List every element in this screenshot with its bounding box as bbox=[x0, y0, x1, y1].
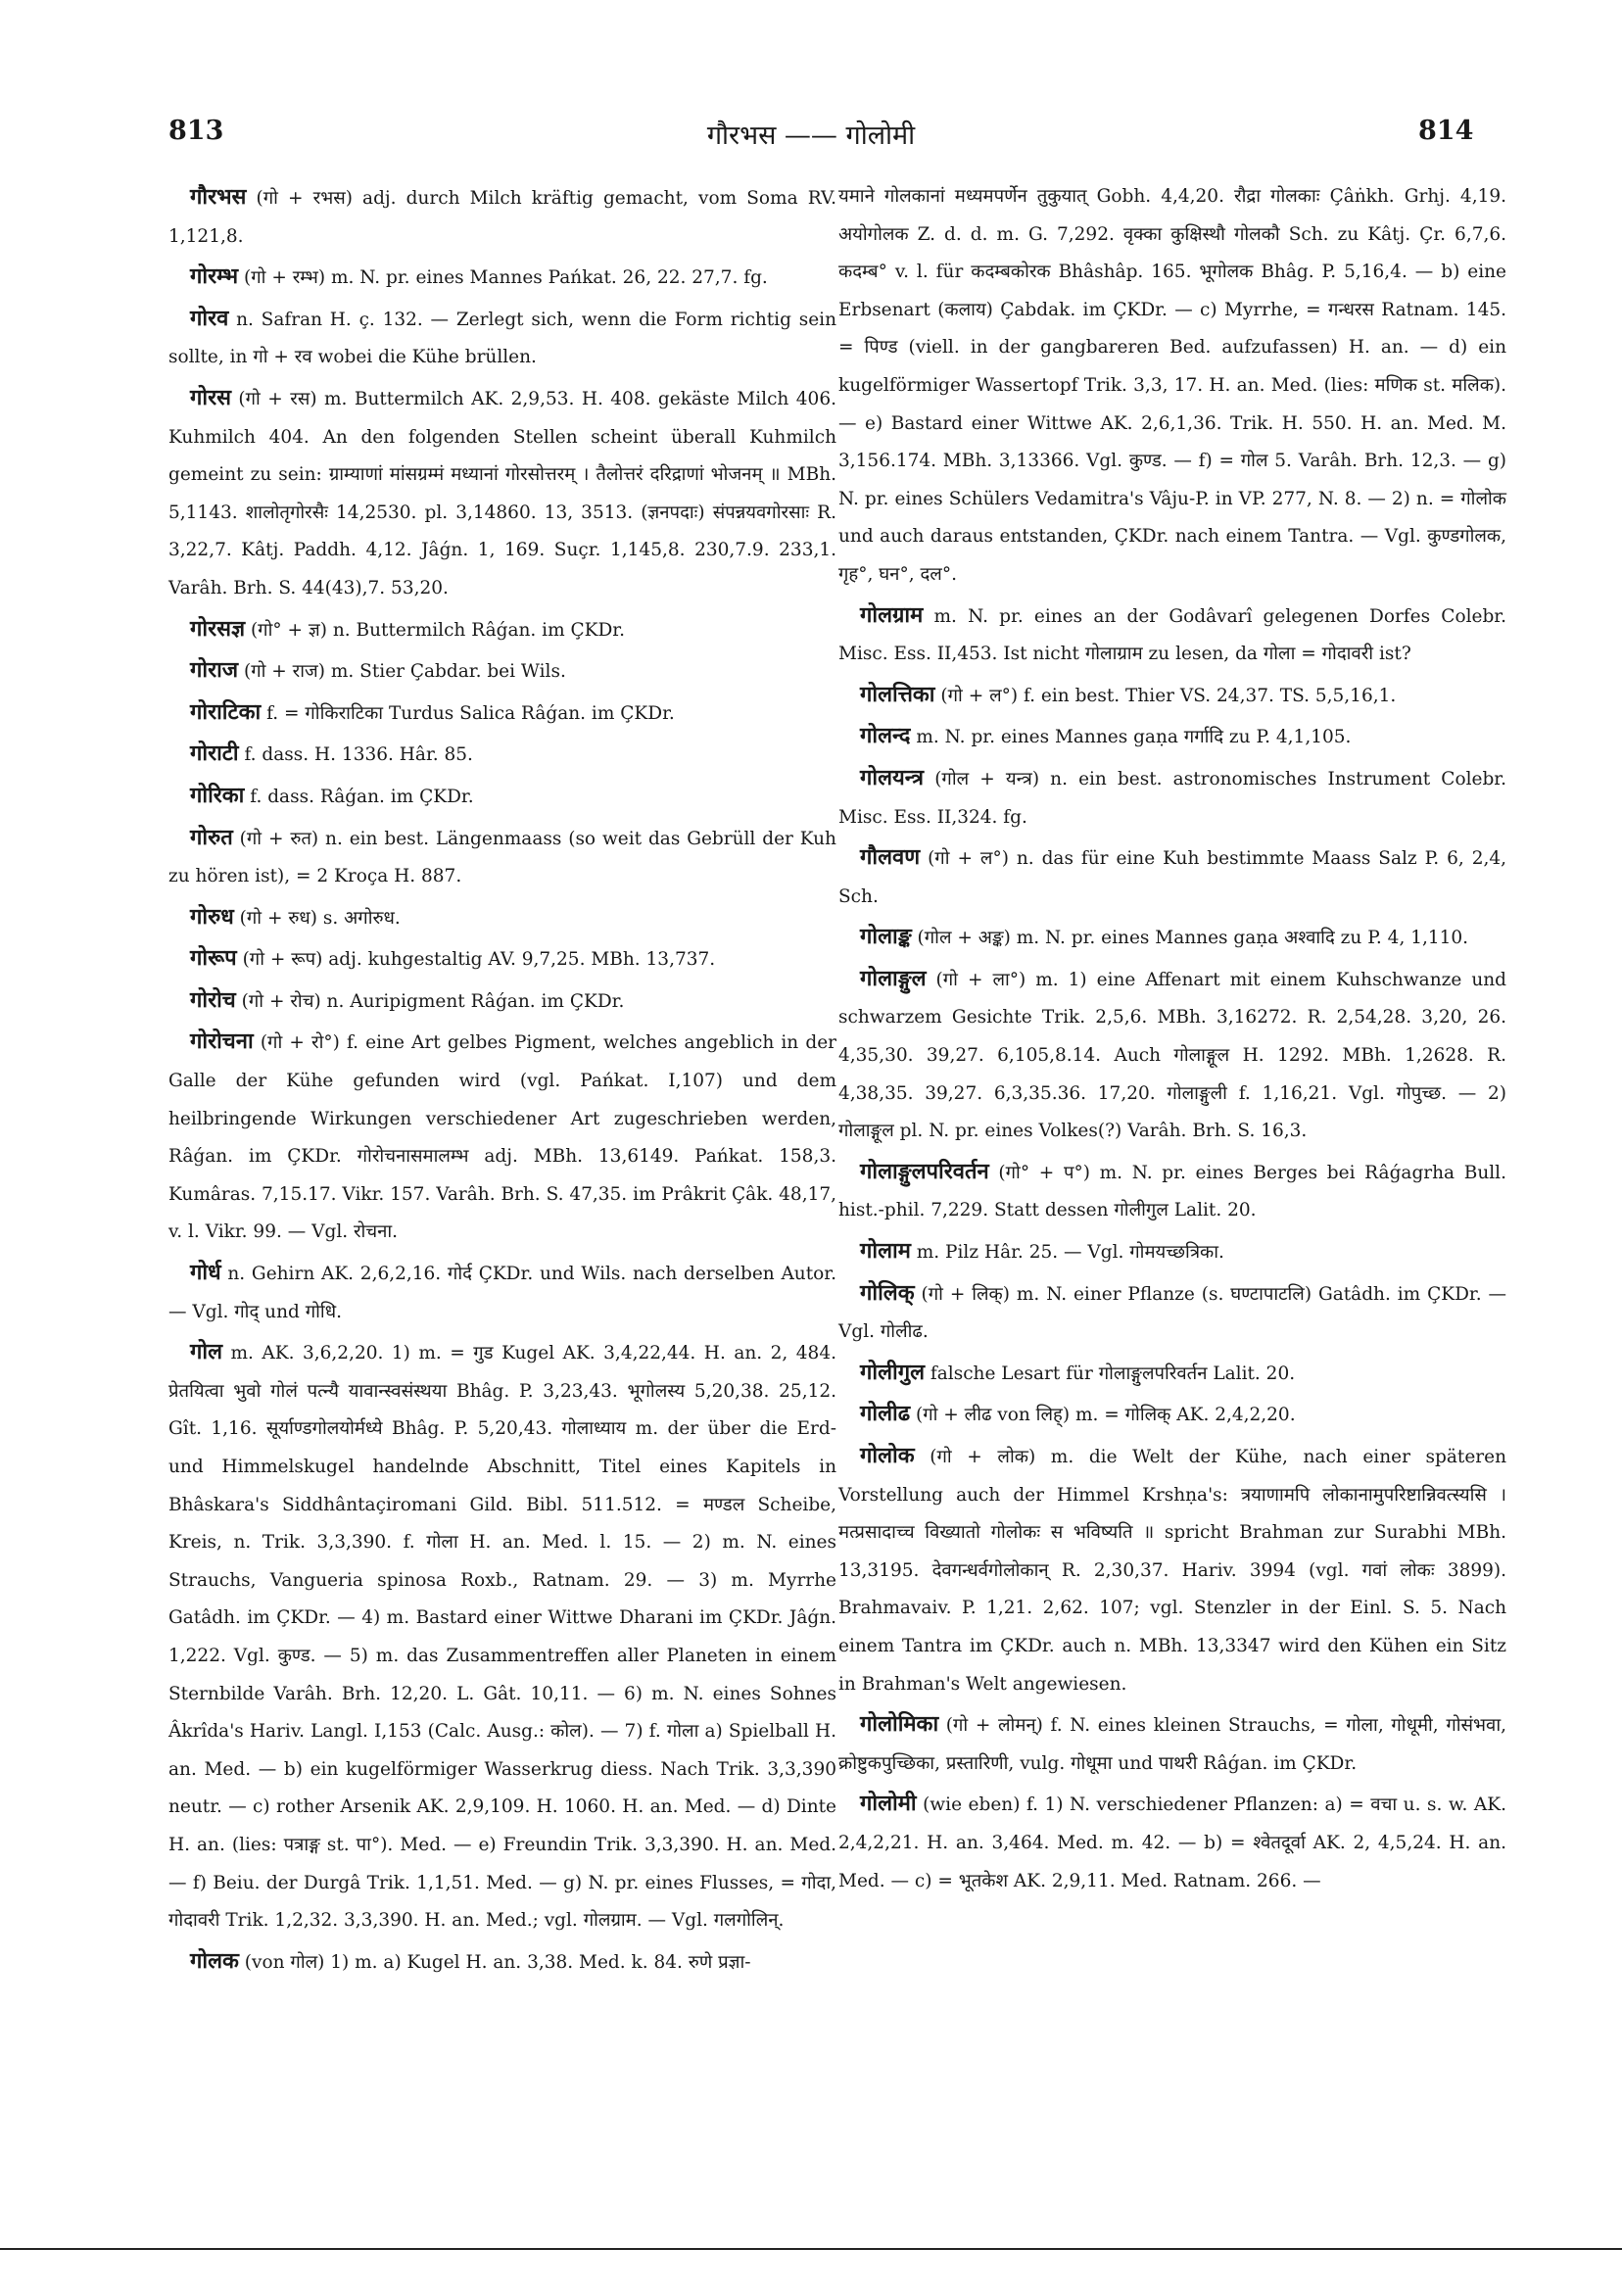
entry-text: m. AK. 3,6,2,20. 1) m. = गुड Kugel AK. 3,4,22,44. H. an. 2, 484. प्रेतयित्वा भुवो गोलं पत्न्यै यावान्स्वसंस्थया Bhâg. P. 3,23,43. भूगोलस्य 5,20,38. 25,12. Gît. 1,16. सूर्याण्डगोलयोर्मध्ये Bhâg. P. 5,20,43. गोलाध्याय m. der über die Erd- und Himmelskugel handelnde Abschnitt, Titel eines Kapitels in Bhâskara's Siddhântaçiromani Gild. Bibl. 511.512. = मण्डल Scheibe, Kreis, n. Trik. 3,3,390. f. गोला H. an. Med. l. 15. — 2) m. N. eines Strauchs, Vangueria spinosa Roxb., Ratnam. 29. — 3) m. Myrrhe Gatâdh. im ÇKDr. — 4) m. Bastard einer Wittwe Dharani im ÇKDr. Jâǵn. 1,222. Vgl. कुण्ड. — 5) m. das Zusammentreffen aller Planeten in einem Sternbilde Varâh. Brh. 12,20. L. Gât. 10,11. — 6) m. N. eines Sohnes Âkrîda's Hariv. Langl. I,153 (Calc. Ausg.: कोल). — 7) f. गोला a) Spielball H. an. Med. — b) ein kugelförmiger Wasserkrug diess. Nach Trik. 3,3,390 neutr. — c) rother Arsenik AK. 2,9,109. H. 1060. H. an. Med. — d) Dinte H. an. (lies: पत्राङ्ग st. पा°). Med. — e) Freundin Trik. 3,3,390. H. an. Med. — f) Beiu. der Durgâ Trik. 1,1,51. Med. — g) N. pr. eines Flusses, = गोदा, गोदावरी Trik. 1,2,32. 3,3,390. H. an. Med.; vgl. गोलग्राम. — Vgl. गलगोलिन्. bbox=[168, 1343, 836, 1932]
entry-headword: गोरिका bbox=[190, 782, 245, 808]
dictionary-entry bbox=[168, 610, 836, 650]
dictionary-entry bbox=[838, 838, 1506, 916]
dictionary-entry bbox=[838, 178, 1506, 595]
dictionary-entry bbox=[168, 1023, 836, 1252]
entry-text: (गो + रुध) s. अगोरुध. bbox=[239, 907, 401, 929]
entry-headword: गोराटिका bbox=[190, 698, 262, 725]
dictionary-entry bbox=[168, 898, 836, 938]
entry-text: m. N. pr. eines an der Godâvarî gelegenen Dorfes Colebr. Misc. Ess. II,453. Ist nicht गोलाग्राम zu lesen, da गोला = गोदावरी ist? bbox=[838, 605, 1506, 665]
entry-headword: गोलिक् bbox=[860, 1279, 915, 1306]
dictionary-entry bbox=[168, 379, 836, 608]
entry-headword: गोरुध bbox=[190, 903, 234, 930]
dictionary-entry bbox=[168, 1942, 836, 1983]
entry-text: (गो + लोमन्) f. N. eines kleinen Strauchs, = गोला, गोधूमी, गोसंभवा, क्रोष्टुकपुच्छिका, प्रस्तारिणी, vulg. गोधूमा und पाथरी Râǵan. im ÇKDr. bbox=[838, 1715, 1506, 1774]
dictionary-entry bbox=[838, 1705, 1506, 1783]
entry-text: f. dass. H. 1336. Hâr. 85. bbox=[244, 744, 473, 766]
entry-headword: गोलयन्त्र bbox=[860, 764, 925, 790]
entry-text: m. Pilz Hâr. 25. — Vgl. गोमयच्छत्रिका. bbox=[916, 1242, 1224, 1264]
entry-headword: गौरभस bbox=[190, 184, 247, 210]
entry-text: (von गोल) 1) m. a) Kugel H. an. 3,38. Med. k. 84. रुणे प्रज्ञा- bbox=[244, 1951, 751, 1973]
dictionary-entry bbox=[168, 735, 836, 775]
entry-headword: गोलोमी bbox=[860, 1791, 917, 1817]
entry-text: (गोल + यन्त्र) n. ein best. astronomisches Instrument Colebr. Misc. Ess. II,324. fg. bbox=[838, 768, 1506, 828]
entry-headword: गोलीगुल bbox=[860, 1359, 926, 1385]
entry-text: n. Gehirn AK. 2,6,2,16. गोर्द ÇKDr. und Wils. nach derselben Autor. — Vgl. गोद् und गोधि. bbox=[168, 1264, 836, 1322]
entry-text: (गोल + अङ्क) m. N. pr. eines Mannes gaṇa अश्वादि zu P. 4, 1,110. bbox=[917, 928, 1469, 949]
entry-text: (गो + लीढ von लिह्) m. = गोलिक् AK. 2,4,2,20. bbox=[915, 1405, 1296, 1426]
entry-text: f. dass. Râǵan. im ÇKDr. bbox=[250, 786, 474, 807]
dictionary-entry bbox=[168, 819, 836, 896]
entry-text: (गो + रम्भ) m. N. pr. eines Mannes Pańkat. 26, 22. 27,7. fg. bbox=[244, 267, 768, 289]
dictionary-entry bbox=[838, 960, 1506, 1151]
entry-headword: गोराज bbox=[190, 657, 239, 684]
entry-text: यमाने गोलकानां मध्यमपर्णेन तुकुयात् Gobh. 4,4,20. रौद्रा गोलकाः Çâṅkh. Grhj. 4,19. अयोगोलक Z. d. d. m. G. 7,292. वृक्का कुक्षिस्थौ गोलकौ Sch. zu Kâtj. Çr. 6,7,6. कदम्ब° v. l. für कदम्बकोरक Bhâshâp. 165. भूगोलक Bhâg. P. 5,16,4. — b) eine Erbsenart (कलाय) Çabdak. im ÇKDr. — c) Myrrhe, = गन्धरस Ratnam. 145. = पिण्ड (viell. in der gangbareren Bed. aufzufassen) H. an. — d) ein kugelförmiger Wassertopf Trik. 3,3, 17. H. an. Med. (lies: मणिक st. मलिक). — e) Bastard einer Wittwe AK. 2,6,1,36. Trik. H. 550. H. an. Med. M. 3,156.174. MBh. 3,13366. Vgl. कुण्ड. — f) = गोल 5. Varâh. Brh. 12,3. — g) N. pr. eines Schülers Vedamitra's Vâju-P. in VP. 277, N. 8. — 2) n. = गोलोक und auch daraus entstanden, ÇKDr. nach einem Tantra. — Vgl. कुण्डगोलक, गृह°, घन°, दल°. bbox=[838, 186, 1506, 585]
entry-headword: गोलक bbox=[190, 1947, 239, 1974]
entry-text: (गो + रूप) adj. kuhgestaltig AV. 9,7,25. MBh. 13,737. bbox=[242, 949, 716, 971]
dictionary-entry bbox=[838, 597, 1506, 674]
left-column bbox=[168, 178, 836, 1984]
entry-headword: गोराटी bbox=[190, 741, 239, 767]
dictionary-entry bbox=[168, 1254, 836, 1331]
dictionary-entry bbox=[838, 676, 1506, 716]
dictionary-entry bbox=[838, 1153, 1506, 1230]
dictionary-entry bbox=[838, 1395, 1506, 1435]
entry-headword: गोलोमिका bbox=[860, 1711, 939, 1738]
entry-headword: गोलाम bbox=[860, 1238, 911, 1265]
dictionary-entry bbox=[168, 939, 836, 980]
entry-text: (गो° + ज्ञ) n. Buttermilch Râǵan. im ÇKDr. bbox=[250, 619, 625, 641]
entry-text: m. N. pr. eines Mannes gaṇa गर्गादि zu P. 4,1,105. bbox=[916, 727, 1352, 748]
entry-text: (गो + रुत) n. ein best. Längenmaass (so weit das Gebrüll der Kuh zu hören ist), = 2 Kroça H. 887. bbox=[168, 828, 836, 887]
entry-headword: गोल bbox=[190, 1339, 223, 1365]
entry-text: f. = गोकिराटिका Turdus Salica Râǵan. im ÇKDr. bbox=[266, 702, 675, 724]
entry-headword: गोलत्तिका bbox=[860, 681, 935, 707]
dictionary-entry bbox=[168, 300, 836, 377]
dictionary-entry bbox=[838, 1437, 1506, 1703]
entry-headword: गोलोक bbox=[860, 1443, 915, 1468]
dictionary-entry bbox=[168, 981, 836, 1022]
entry-headword: गोलाङ्गुलपरिवर्तन bbox=[860, 1158, 989, 1184]
entry-headword: गोरसज्ञ bbox=[190, 615, 246, 642]
entry-text: (गो + रो°) f. eine Art gelbes Pigment, welches angeblich in der Galle der Kühe gefunden wird (vgl. Pańkat. I,107) und dem heilbringende Wirkungen verschiedener Art zugeschrieben werden, Râǵan. im ÇKDr. गोरोचनासमालम्भ adj. MBh. 13,6149. Pańkat. 158,3. Kumâras. 7,15.17. Vikr. 157. Varâh. Brh. S. 47,35. im Prâkrit Çâk. 48,17, v. l. Vikr. 99. — Vgl. रोचना. bbox=[168, 1032, 837, 1243]
entry-headword: गौलवण bbox=[860, 844, 921, 871]
right-column bbox=[838, 178, 1506, 1902]
dictionary-entry bbox=[168, 1333, 836, 1940]
entry-text: (गो + ल°) f. ein best. Thier VS. 24,37. TS. 5,5,16,1. bbox=[940, 685, 1397, 706]
dictionary-entry bbox=[168, 694, 836, 734]
entry-text: (गो + लोक) m. die Welt der Kühe, nach einer späteren Vorstellung auch der Himmel Krshṇa's: त्रयाणामपि लोकानामुपरिष्टान्निवत्स्यसि । मत्प्रसादाच्च विख्यातो गोलोकः स भविष्यति ॥ spricht Brahman zur Surabhi MBh. 13,3195. देवगन्धर्वगोलोकान् R. 2,30,37. Hariv. 3994 (vgl. गवां लोकः 3899). Brahmavaiv. P. 1,21. 2,62. 107; vgl. Stenzler in der Einl. S. 5. Nach einem Tantra im ÇKDr. auch n. MBh. 13,3347 wird den Kühen ein Sitz in Brahman's Welt angewiesen. bbox=[838, 1447, 1506, 1695]
entry-headword: गोरूप bbox=[190, 945, 237, 972]
entry-headword: गोर्ध bbox=[190, 1260, 221, 1286]
entry-headword: गोलाङ्गुल bbox=[860, 965, 927, 991]
dictionary-entry bbox=[168, 777, 836, 817]
entry-text: (गो + रस) m. Buttermilch AK. 2,9,53. H. 408. gekäste Milch 406. Kuhmilch 404. An den folgenden Stellen scheint überall Kuhmilch gemeint zu sein: ग्राम्याणां मांसग्रम्मं मध्यानां गोरसोत्तरम् । तैलोत्तरं दरिद्राणां भोजनम् ॥ MBh. 5,1143. शालोतृगोरसैः 14,2530. pl. 3,14860. 13, 3513. (ज्ञनपदाः) संपन्नयवगोरसाः R. 3,22,7. Kâtj. Paddh. 4,12. Jâǵn. 1, 169. Suçr. 1,145,8. 230,7.9. 233,1. Varâh. Brh. S. 44(43),7. 53,20. bbox=[168, 388, 836, 598]
entry-headword: गोलग्राम bbox=[860, 601, 924, 628]
entry-headword: गोलीढ bbox=[860, 1401, 911, 1427]
dictionary-entry bbox=[838, 1232, 1506, 1272]
entry-text: (गो + रभस) adj. durch Milch kräftig gemacht, vom Soma RV. 1,121,8. bbox=[168, 188, 836, 247]
entry-text: falsche Lesart für गोलाङ्गुलपरिवर्तन Lalit. 20. bbox=[930, 1363, 1296, 1384]
entry-text: n. Safran H. ç. 132. — Zerlegt sich, wenn die Form richtig sein sollte, in गो + रव wobei die Kühe brüllen. bbox=[168, 309, 836, 368]
entry-headword: गोलन्द bbox=[860, 723, 911, 749]
dictionary-entry bbox=[838, 717, 1506, 757]
entry-text: (wie eben) f. 1) N. verschiedener Pflanzen: a) = वचा u. s. w. AK. 2,4,2,21. H. an. 3,464. Med. m. 42. — b) = श्वेतदूर्वा AK. 2, 4,5,24. H. an. Med. — c) = भूतकेश AK. 2,9,11. Med. Ratnam. 266. — bbox=[838, 1794, 1506, 1891]
running-title: गौरभस —— गोलोमी bbox=[706, 120, 916, 151]
entry-headword: गोरव bbox=[190, 305, 229, 331]
entry-text: (गो + ला°) m. 1) eine Affenart mit einem Kuhschwanze und schwarzem Gesichte Trik. 2,5,6. MBh. 3,16272. R. 2,54,28. 3,20, 26. 4,35,30. 39,27. 6,105,8.14. Auch गोलाङ्गूल H. 1292. MBh. 1,2628. R. 4,38,35. 39,27. 6,3,35.36. 17,20. गोलाङ्गुली f. 1,16,21. Vgl. गोपुच्छ. — 2) गोलाङ्गूल pl. N. pr. eines Volkes(?) Varâh. Brh. S. 16,3. bbox=[838, 969, 1506, 1142]
dictionary-entry bbox=[838, 1785, 1506, 1900]
entry-text: (गो + ल°) n. das für eine Kuh bestimmte Maass Salz P. 6, 2,4, Sch. bbox=[838, 848, 1506, 907]
entry-headword: गोरस bbox=[190, 384, 231, 410]
dictionary-entry bbox=[838, 1354, 1506, 1394]
page-number-left: 813 bbox=[168, 116, 224, 146]
entry-headword: गोरोच bbox=[190, 986, 236, 1013]
page-header bbox=[0, 116, 1622, 165]
entry-headword: गोरोचना bbox=[190, 1028, 254, 1055]
entry-text: (गो° + प°) m. N. pr. eines Berges bei Râǵagrha Bull. hist.-phil. 7,229. Statt dessen गोलीगुल Lalit. 20. bbox=[838, 1162, 1506, 1221]
entry-headword: गोरम्भ bbox=[190, 263, 239, 290]
dictionary-entry bbox=[168, 178, 836, 256]
dictionary-entry bbox=[838, 759, 1506, 837]
entry-text: (गो + रोच) n. Auripigment Râǵan. im ÇKDr. bbox=[241, 990, 625, 1012]
entry-headword: गोलाङ्क bbox=[860, 924, 912, 950]
bottom-rule bbox=[0, 2248, 1622, 2250]
dictionary-entry bbox=[168, 258, 836, 298]
entry-headword: गोरुत bbox=[190, 824, 233, 850]
entry-text: (गो + राज) m. Stier Çabdar. bei Wils. bbox=[244, 661, 566, 683]
dictionary-entry bbox=[168, 651, 836, 692]
page-number-right: 814 bbox=[1418, 116, 1474, 146]
entry-text: (गो + लिक्) m. N. einer Pflanze (s. घण्टापाटलि) Gatâdh. im ÇKDr. — Vgl. गोलीढ. bbox=[838, 1283, 1506, 1343]
dictionary-entry bbox=[838, 918, 1506, 958]
dictionary-entry bbox=[838, 1274, 1506, 1352]
